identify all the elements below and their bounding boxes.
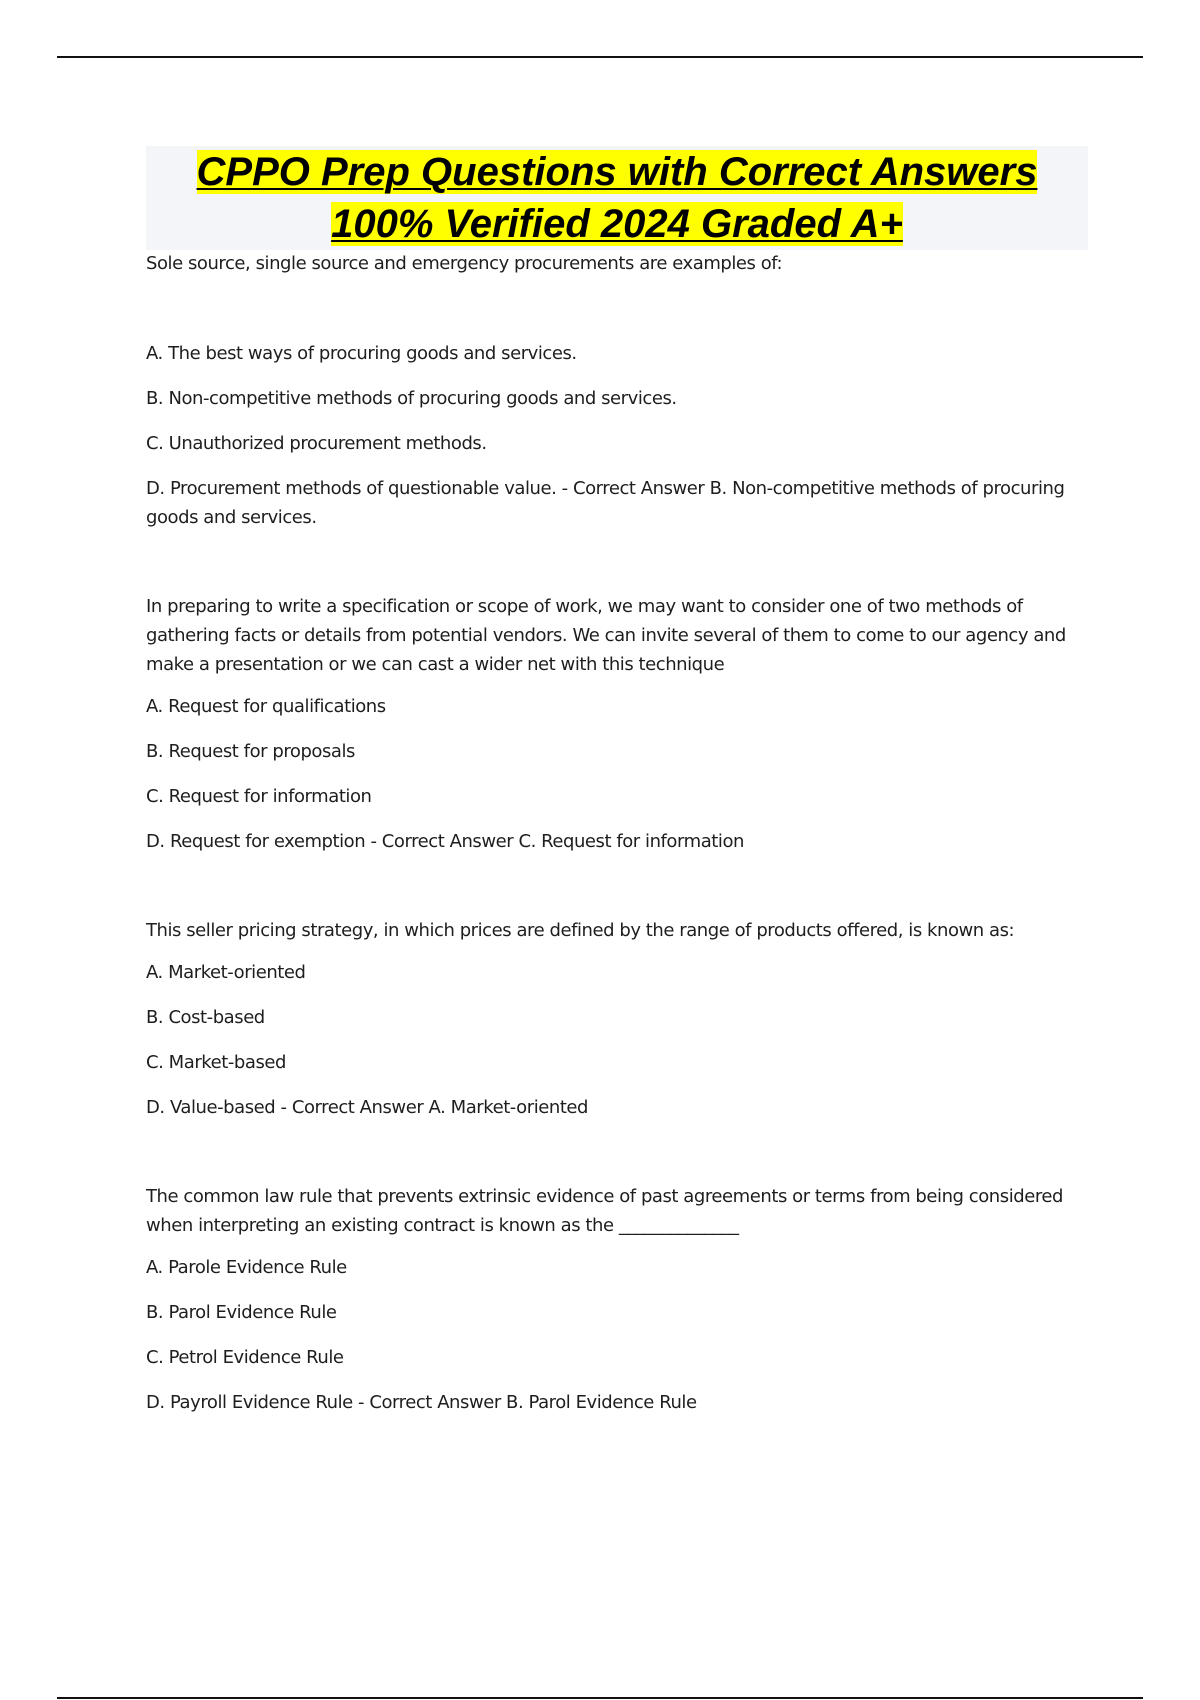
- option-c: C. Market-based: [146, 1052, 286, 1073]
- question-4: [146, 1182, 1088, 1417]
- title-line-2: 100% Verified 2024 Graded A+: [331, 202, 903, 246]
- option-d-with-answer: D. Request for exemption - Correct Answer C. Request for information: [146, 831, 744, 852]
- option-b: B. Parol Evidence Rule: [146, 1302, 337, 1323]
- option-c: C. Unauthorized procurement methods.: [146, 433, 487, 454]
- option-a: A. Request for qualifications: [146, 696, 386, 717]
- option-a: A. The best ways of procuring goods and services.: [146, 343, 577, 364]
- option-d-with-answer: D. Procurement methods of questionable value. - Correct Answer B. Non-competitive methods of procuring goods and services.: [146, 478, 1065, 528]
- question-text: In preparing to write a specification or scope of work, we may want to consider one of two methods of gathering facts or details from potential vendors. We can invite several of them to come to our agency and make a presentation or we can cast a wider net with this technique: [146, 596, 1066, 675]
- question-3: [146, 916, 1088, 1122]
- option-d-with-answer: D. Payroll Evidence Rule - Correct Answer B. Parol Evidence Rule: [146, 1392, 697, 1413]
- document-body: [146, 249, 1088, 1417]
- question-1: [146, 249, 1088, 532]
- question-2: [146, 592, 1088, 856]
- option-c: C. Petrol Evidence Rule: [146, 1347, 344, 1368]
- option-a: A. Market-oriented: [146, 962, 306, 983]
- option-d-with-answer: D. Value-based - Correct Answer A. Market-oriented: [146, 1097, 589, 1118]
- question-spacer: [146, 1122, 1088, 1182]
- option-b: B. Cost-based: [146, 1007, 265, 1028]
- question-text: This seller pricing strategy, in which prices are defined by the range of products offered, is known as:: [146, 920, 1015, 941]
- option-b: B. Non-competitive methods of procuring goods and services.: [146, 388, 677, 409]
- question-spacer: [146, 532, 1088, 592]
- question-text: Sole source, single source and emergency procurements are examples of:: [146, 253, 783, 274]
- question-text: The common law rule that prevents extrinsic evidence of past agreements or terms from being considered when interpreting an existing contract is known as the ______________: [146, 1186, 1063, 1236]
- document-title: [146, 146, 1088, 250]
- option-b: B. Request for proposals: [146, 741, 355, 762]
- top-rule: [57, 56, 1143, 58]
- title-line-1: CPPO Prep Questions with Correct Answers: [196, 150, 1038, 194]
- question-spacer: [146, 856, 1088, 916]
- option-a: A. Parole Evidence Rule: [146, 1257, 347, 1278]
- bottom-rule: [57, 1697, 1143, 1699]
- option-c: C. Request for information: [146, 786, 372, 807]
